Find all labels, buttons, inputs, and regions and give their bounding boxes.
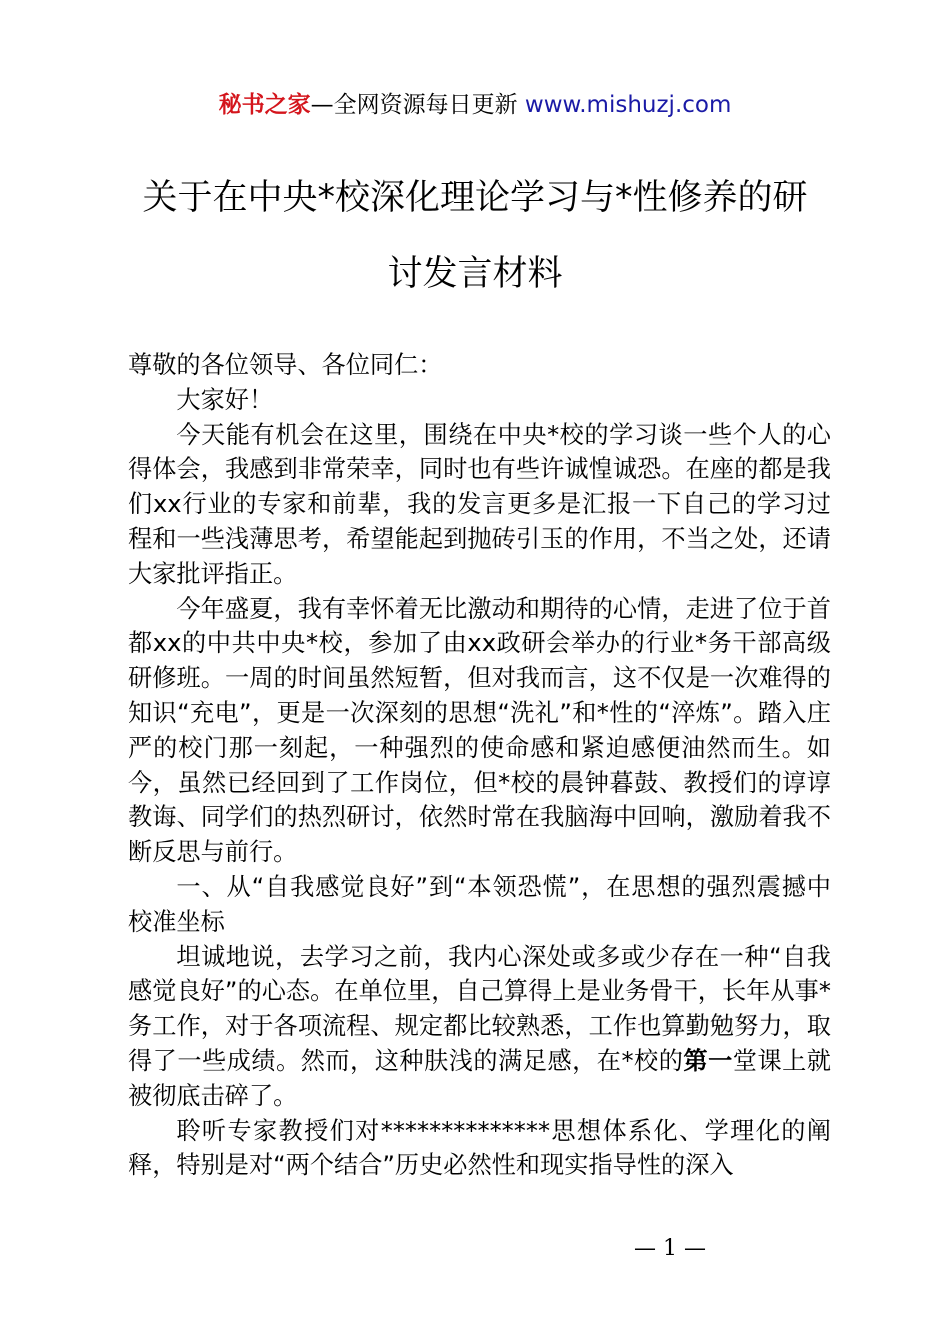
site-url-link[interactable]: www.mishuzj.com [524, 92, 732, 118]
document-body [128, 348, 831, 1183]
page-number: — 1 — [634, 1236, 706, 1261]
paragraph-1: 今天能有机会在这里，围绕在中央*校的学习谈一些个人的心得体会，我感到非常荣幸，同时也有些许诚惶诚恐。在座的都是我们xx行业的专家和前辈，我的发言更多是汇报一下自己的学习过程和一些浅薄思考，希望能起到抛砖引玉的作用，不当之处，还请大家批评指正。 [128, 420, 831, 588]
document-title-line-2: 讨发言材料 [387, 254, 563, 294]
site-slogan: —全网资源每日更新 [310, 92, 525, 118]
site-header-banner [0, 88, 950, 122]
document-title [0, 160, 950, 312]
site-brand-name: 秘书之家 [218, 92, 311, 118]
paragraph-3 [128, 940, 831, 1114]
greeting: 大家好！ [176, 385, 274, 414]
paragraph-3-text-end: 堂课上就被彻底击碎了。 [128, 1046, 831, 1110]
paragraph-2: 今年盛夏，我有幸怀着无比激动和期待的心情，走进了位于首都xx的中共中央*校，参加了由xx政研会举办的行业*务干部高级研修班。一周的时间虽然短暂，但对我而言，这不仅是一次难得的知识“充电”，更是一次深刻的思想“洗礼”和*性的“淬炼”。踏入庄严的校门那一刻起，一种强烈的使命感和紧迫感便油然而生。如今，虽然已经回到了工作岗位，但*校的晨钟暮鼓、教授们的谆谆教诲、同学们的热烈研讨，依然时常在我脑海中回响，激励着我不断反思与前行。 [128, 594, 831, 867]
salutation: 尊敬的各位领导、各位同仁： [128, 351, 443, 379]
section-heading-1: 一、从“自我感觉良好”到“本领恐慌”，在思想的强烈震撼中校准坐标 [128, 872, 831, 936]
paragraph-3-text-start: 坦诚地说，去学习之前，我内心深处或多或少存在一种“自我感觉良好”的心态。在单位里，自己算得上是业务骨干，长年从事*务工作，对于各项流程、规定都比较熟悉，工作也算勤勉努力，取得了一些成绩。然而，这种肤浅的满足感，在*校的 [128, 942, 831, 1075]
paragraph-3-bold-text: 第一 [683, 1046, 733, 1075]
paragraph-4: 聆听专家教授们对**************思想体系化、学理化的阐释，特别是对“两个结合”历史必然性和现实指导性的深入 [128, 1116, 831, 1180]
document-title-line-1: 关于在中央*校深化理论学习与*性修养的研 [142, 178, 808, 218]
